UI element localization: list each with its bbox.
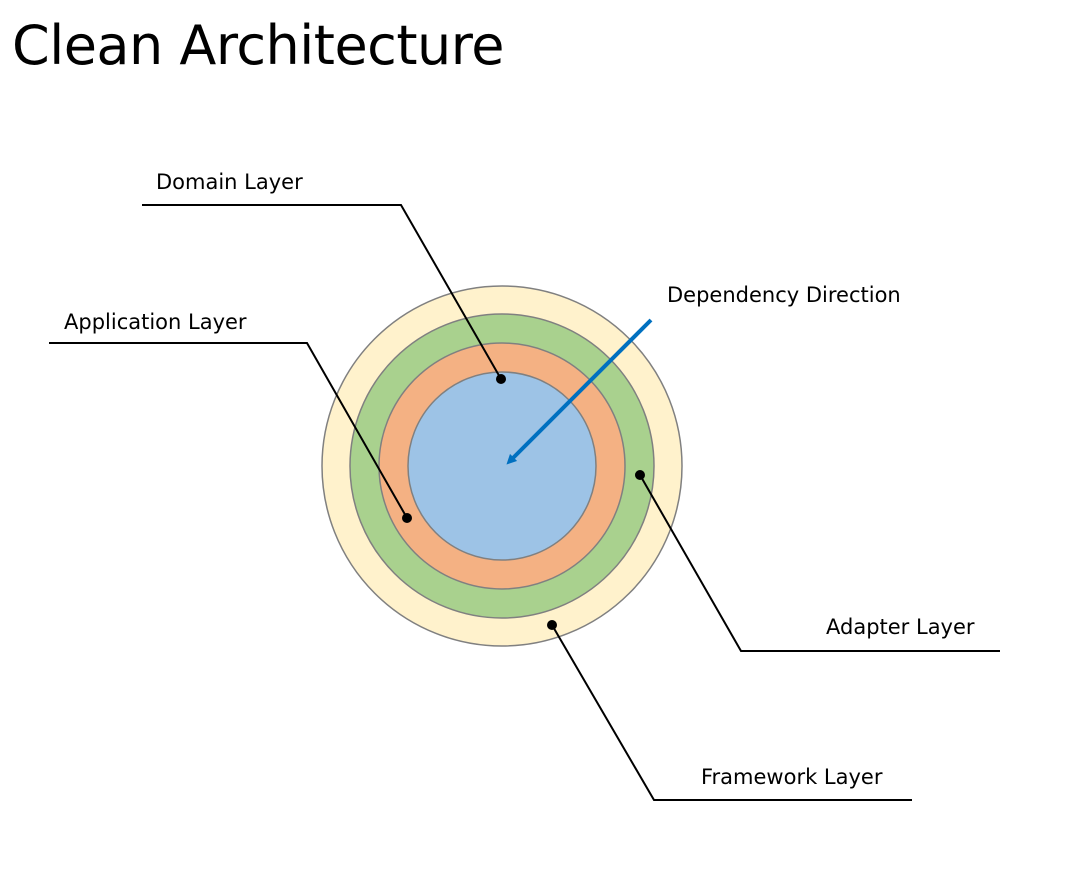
- framework-anchor-dot: [547, 620, 557, 630]
- domain-layer-label: Domain Layer: [156, 170, 303, 194]
- framework-layer-label: Framework Layer: [701, 765, 883, 789]
- domain-anchor-dot: [496, 374, 506, 384]
- domain-layer-core: [408, 372, 596, 560]
- dependency-direction-label: Dependency Direction: [667, 283, 901, 307]
- page-title: Clean Architecture: [12, 14, 505, 77]
- application-layer-label: Application Layer: [64, 310, 247, 334]
- adapter-anchor-dot: [635, 470, 645, 480]
- application-anchor-dot: [402, 513, 412, 523]
- adapter-layer-label: Adapter Layer: [826, 615, 975, 639]
